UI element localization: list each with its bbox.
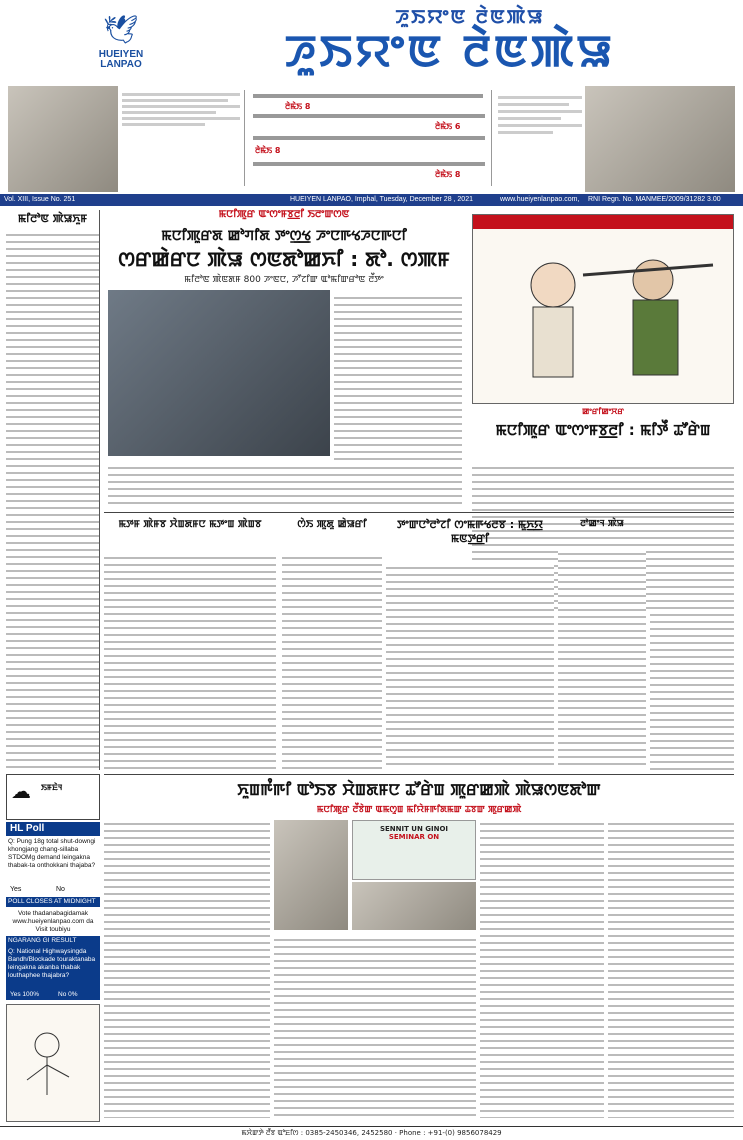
left-column [6, 210, 100, 770]
logo-text: HUEIYEN LANPAO [98, 49, 144, 70]
bird-icon: 🕊 [103, 13, 139, 46]
lead-photo [108, 290, 330, 456]
divider-bottom [104, 774, 734, 775]
lead-headline-2: ꯁꯔꯀꯥꯔꯅ ꯄꯥꯎ ꯁꯟꯗꯣꯀꯈꯤ : ꯗꯣ. ꯁꯄꯝ [118, 247, 450, 271]
teaser-4-page[interactable]: ꯂꯥꯃꯥꯏ 8 [435, 170, 461, 179]
poll-results [6, 990, 100, 1000]
weather-box [6, 774, 100, 820]
mid-story-3-body [386, 562, 554, 770]
teaser-2-page[interactable]: ꯂꯥꯃꯥꯏ 6 [435, 122, 461, 131]
bottom-col-4 [608, 818, 734, 1118]
masthead [0, 0, 743, 82]
bottom-col-2 [274, 934, 476, 1118]
banner-line-1: SENNIT UN GINOI [379, 825, 449, 833]
masthead-subtitle: ꯍꯨꯏꯌꯦꯟ ꯂꯥꯟꯄꯥꯎ [395, 6, 545, 28]
teaser-right-text [498, 92, 582, 188]
bottom-col-1 [104, 818, 270, 1118]
issue-number: Vol. XIII, Issue No. 251 [4, 196, 76, 203]
cloud-icon: ☁ [11, 779, 31, 803]
footer: ꯃꯆꯥꯛꯇꯥ ꯂꯩꯕ ꯑꯣꯐꯤꯁ : 0385-2450346, 2452580 · Phone : +91-(0) 9856078429 [0, 1126, 743, 1140]
poll-result-yes: Yes 100% [10, 991, 40, 998]
left-column-title: ꯃꯤꯂꯣꯟ ꯄꯥꯎꯈꯨꯝ [17, 212, 88, 225]
bottom-photo-2 [352, 882, 476, 930]
top-left-photo [8, 86, 118, 192]
mid-story-3-headline: ꯇꯦꯛꯅꯣꯂꯣꯖꯤ ꯁꯦꯃꯒꯠꯂꯕ : ꯃꯨꯈ꯭ꯌ ꯃꯟꯇ꯭ꯔꯤ [396, 518, 544, 545]
lead-subheadline: ꯃꯤꯂꯣꯟ ꯄꯥꯟꯗꯝ 800 ꯍꯦꯟꯅ, ꯍꯧꯖꯤꯛ ꯑꯣꯃꯤꯛꯔꯣꯟ ꯂꯩꯇꯦ [184, 275, 384, 285]
teaser-center [244, 90, 492, 186]
small-cartoon-illustration [7, 1005, 99, 1121]
weather-location: ꯏꯝꯐꯥꯜ [41, 783, 63, 792]
right2-body [558, 548, 646, 770]
website-link[interactable]: www.hueiyenlanpao.com, [500, 196, 580, 203]
mid-story-1-body [104, 552, 276, 770]
masthead-title: ꯍꯨꯏꯌꯦꯟ ꯂꯥꯟꯄꯥꯎ [284, 26, 616, 77]
rni-registration: RNI Regn. No. MANMEE/2009/31282 3.00 [588, 196, 721, 203]
right-headline: ꯃꯅꯤꯄꯨꯔ ꯑꯦꯁꯦꯝꯕ꯭ꯂꯤ : ꯃꯤꯇꯩ ꯊꯧꯔꯥꯡ [495, 421, 711, 439]
poll-vote-line[interactable]: Vote thadanabagidamak www.hueiyenlanpao.com da Visit toubiyu [6, 908, 100, 936]
seminar-banner [352, 820, 476, 880]
teaser-1-page[interactable]: ꯂꯥꯃꯥꯏ 8 [285, 102, 311, 111]
poll-closes: POLL CLOSES AT MIDNIGHT [6, 897, 100, 907]
poll-question: Q: Pung 18g total shut-downgi khongjang chang-sillaba STDOMg demand leingakna thabak-ta onthokkani thajaba? [6, 836, 100, 886]
lead-headline: ꯃꯅꯤꯄꯨꯔꯗ ꯀꯣꯚꯤꯗ ꯇꯦꯁ꯭ꯠ ꯍꯦꯅꯒꯠꯍꯅꯒꯅꯤ [161, 228, 407, 244]
lead-kicker-text: ꯃꯅꯤꯄꯨꯔ ꯑꯦꯁꯦꯝꯕ꯭ꯂꯤ ꯏꯂꯦꯛꯁꯟ [218, 209, 350, 220]
poll-title: HL Poll [6, 822, 100, 836]
mid-story-2-body [282, 552, 382, 770]
bottom-col-3 [480, 818, 604, 1118]
bottom-photo-1 [274, 820, 348, 930]
banner-line-2: SEMINAR ON [388, 833, 440, 841]
poll-result-no: No 0% [58, 991, 78, 998]
right3-body [650, 518, 734, 770]
mid-story-2-headline: ꯁꯥꯏ ꯄꯨꯗꯨ ꯀꯥꯎꯔꯤ [297, 519, 367, 530]
right2-headline: ꯂꯣꯀꯦꯜ ꯄꯥꯎ [580, 519, 624, 529]
left-column-body [6, 229, 99, 769]
newspaper-logo [90, 10, 152, 72]
mid-story-1-headline: ꯃꯇꯝ ꯄꯥꯝꯕ ꯆꯥꯡꯗꯝꯅ ꯃꯇꯦꯡ ꯄꯥꯡꯕ [118, 519, 262, 530]
headline-strip [0, 84, 743, 194]
cartoon-header [473, 215, 733, 229]
bottom-subheadline: ꯃꯅꯤꯄꯨꯔ ꯂꯩꯕꯥꯛ ꯑꯃꯁꯨꯡ ꯃꯤꯌꯥꯝꯒꯤꯗꯃꯛ ꯊꯕꯛ ꯄꯨꯔꯀꯄꯥ [316, 805, 522, 815]
cartoon-caption: ꯀꯦꯔꯤꯀꯦꯆꯔ [582, 407, 624, 416]
cartoon-illustration [483, 235, 723, 395]
info-bar [0, 194, 743, 206]
lead-body-right [334, 292, 462, 462]
lead-body-bottom [108, 462, 462, 508]
poll-no[interactable]: No [56, 886, 65, 893]
teaser-left-text [122, 90, 240, 190]
poll-yes[interactable]: Yes [10, 886, 22, 893]
top-right-photo [585, 86, 735, 192]
poll-result-title: NGARANG GI RESULT [6, 936, 100, 946]
cartoon-panel [472, 214, 734, 404]
divider-mid [104, 512, 734, 513]
poll-result-question: Q: National Highwaysingda Bandh/Blockade touraktanaba leingakna akanba thabak louthaphee thajabra? [6, 946, 100, 990]
bottom-headline: ꯈꯨꯡꯒꯪꯒꯤ ꯑꯣꯏꯕ ꯆꯥꯡꯗꯝꯅ ꯊꯧꯔꯥꯡ ꯄꯨꯔꯀꯄꯥ ꯄꯥꯎꯁꯟꯗꯣꯛ [237, 780, 601, 799]
small-cartoon [6, 1004, 100, 1122]
teaser-3-page[interactable]: ꯂꯥꯃꯥꯏ 8 [255, 146, 281, 155]
dateline: HUEIYEN LANPAO, Imphal, Tuesday, December 28 , 2021 [290, 196, 473, 203]
poll-options [6, 886, 100, 896]
